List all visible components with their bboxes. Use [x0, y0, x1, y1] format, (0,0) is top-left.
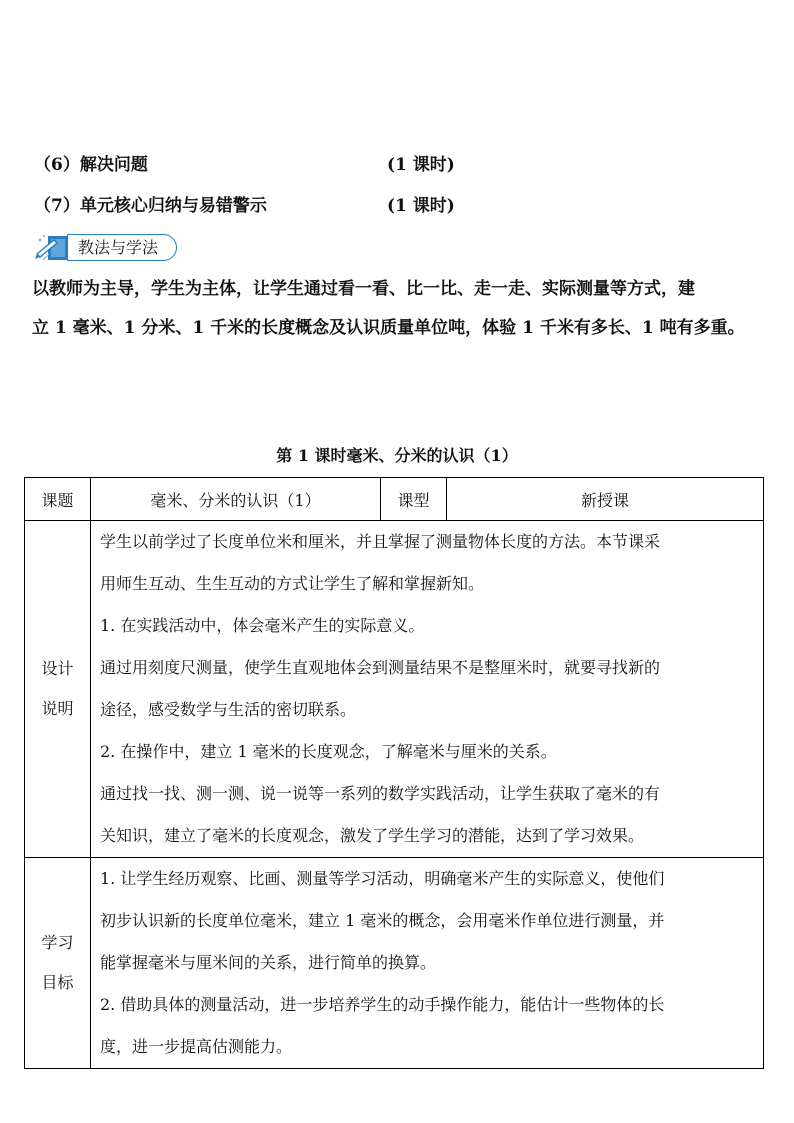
content-line: 用师生互动、生生互动的方式让学生了解和掌握新知。 — [100, 574, 485, 593]
table-row — [25, 858, 764, 1069]
label-goals — [25, 858, 91, 1069]
label-type: 课型 — [381, 478, 447, 521]
label-topic: 课题 — [25, 478, 91, 521]
goals-content — [91, 858, 764, 1069]
content-line: 2. 借助具体的测量活动，进一步培养学生的动手操作能力，能估计一些物体的长 — [100, 995, 665, 1014]
content-line: 初步认识新的长度单位毫米，建立 1 毫米的概念，会用毫米作单位进行测量，并 — [100, 911, 665, 930]
content-line: 途径，感受数学与生活的密切联系。 — [100, 700, 357, 719]
design-content — [91, 521, 764, 858]
label-line: 学习 — [41, 933, 74, 952]
schedule-hours-6: (1 课时) — [387, 155, 455, 175]
schedule-item-7: （7）单元核心归纳与易错警示 — [34, 196, 267, 216]
content-line: 通过找一找、测一测、说一说等一系列的数学实践活动，让学生获取了毫米的有 — [100, 784, 661, 803]
content-line: 1. 让学生经历观察、比画、测量等学习活动，明确毫米产生的实际意义，使他们 — [100, 869, 665, 888]
schedule-hours-7: (1 课时) — [387, 196, 455, 216]
label-line: 设计 — [41, 659, 74, 678]
content-line: 关知识，建立了毫米的长度观念，激发了学生学习的潜能，达到了学习效果。 — [100, 826, 645, 845]
section-heading: 教法与学法 — [78, 238, 159, 257]
content-line: 通过用刻度尺测量，使学生直观地体会到测量结果不是整厘米时，就要寻找新的 — [100, 658, 661, 677]
content-line: 2. 在操作中，建立 1 毫米的长度观念，了解毫米与厘米的关系。 — [100, 742, 557, 761]
topic-value: 毫米、分米的认识（1） — [91, 478, 381, 521]
content-line: 学生以前学过了长度单位米和厘米，并且掌握了测量物体长度的方法。本节课采 — [100, 532, 661, 551]
pencil-book-icon — [34, 232, 74, 264]
paragraph-line: 立 1 毫米、1 分米、1 千米的长度概念及认识质量单位吨，体验 1 千米有多长、1 吨有多重。 — [32, 318, 745, 338]
table-row — [25, 478, 764, 521]
table-row — [25, 521, 764, 858]
section-banner — [34, 232, 180, 264]
content-line: 度，进一步提高估测能力。 — [100, 1037, 293, 1056]
label-design — [25, 521, 91, 858]
type-value: 新授课 — [447, 478, 764, 521]
label-line: 目标 — [41, 973, 74, 992]
method-paragraph — [32, 270, 772, 348]
lesson-title: 第 1 课时毫米、分米的认识（1） — [276, 446, 518, 465]
content-line: 能掌握毫米与厘米间的关系，进行简单的换算。 — [100, 953, 437, 972]
label-line: 说明 — [41, 699, 74, 718]
schedule-item-6: （6）解决问题 — [34, 155, 148, 175]
content-line: 1. 在实践活动中，体会毫米产生的实际意义。 — [100, 616, 425, 635]
lesson-table — [24, 477, 764, 1069]
paragraph-line: 以教师为主导，学生为主体，让学生通过看一看、比一比、走一走、实际测量等方式，建 — [32, 279, 695, 299]
